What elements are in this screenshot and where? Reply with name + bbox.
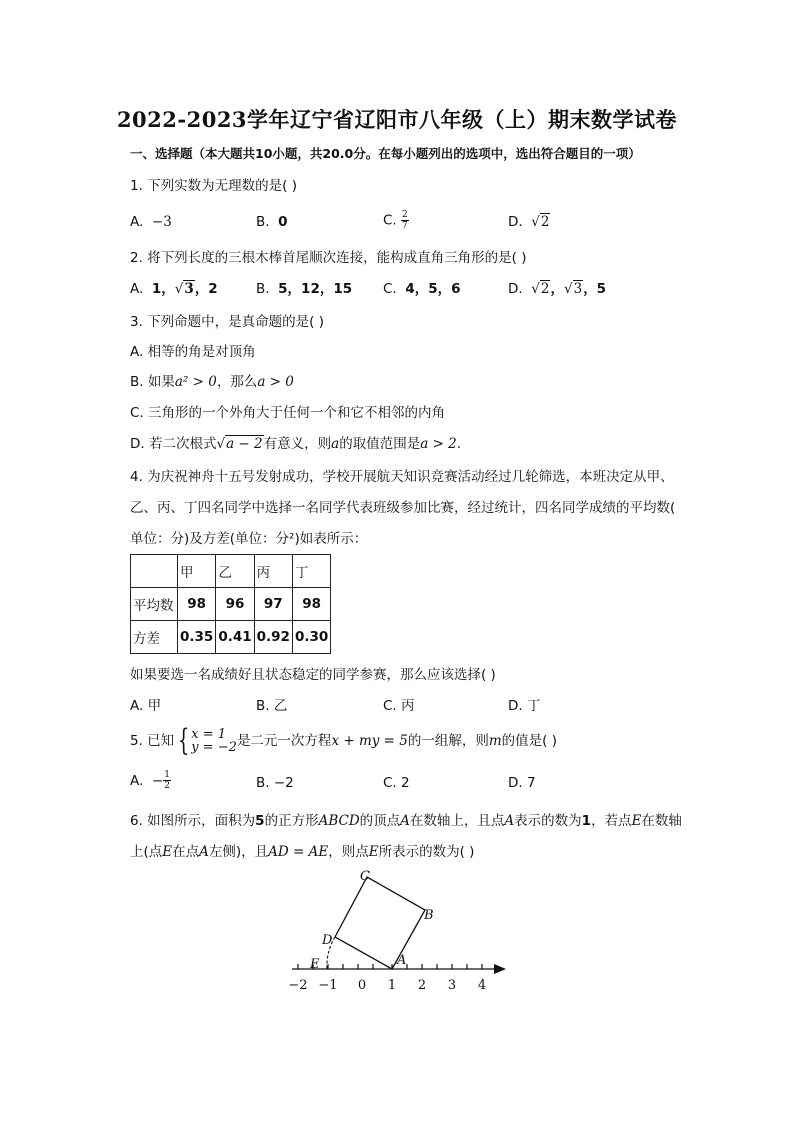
question-4-stem-line-3: 单位：分)及方差(单位：分²)如表所示：	[130, 531, 368, 547]
tick-label: 4	[477, 978, 487, 993]
q2-option-d[interactable]: D. √2，√3，5	[508, 281, 607, 297]
vertex-label-c: C	[360, 869, 370, 884]
tick-label: −1	[318, 978, 338, 993]
fraction: $\frac{1}{2}$	[164, 770, 170, 791]
arrow-icon	[494, 964, 506, 974]
equation-system: { x = 1 y = −2	[177, 723, 237, 758]
q5-option-d[interactable]: D. 7	[508, 775, 536, 791]
vertex-label-d: D	[322, 933, 333, 948]
question-5-stem: 5. 已知 { x = 1 y = −2 是二元一次方程 x + my = 5 的一组解，则 m 的值是( )	[130, 723, 557, 758]
question-3-stem: 3. 下列命题中，是真命题的是( )	[130, 314, 324, 330]
table-cell: 0.92	[254, 621, 292, 654]
sqrt: √2	[531, 214, 550, 230]
q3-option-b[interactable]: B. 如果a² > 0，那么a > 0	[130, 374, 294, 390]
table-cell: 0.30	[292, 621, 330, 654]
row-label: 方差	[131, 621, 178, 654]
q4-option-b[interactable]: B. 乙	[256, 698, 288, 714]
q3-option-c[interactable]: C. 三角形的一个外角大于任何一个和它不相邻的内角	[130, 405, 446, 421]
question-6-stem-line-1: 6. 如图所示，面积为5的正方形ABCD的顶点A在数轴上，且点A表示的数为1，若点E在数轴	[130, 813, 682, 829]
table-row	[131, 621, 331, 654]
tick-label: 1	[387, 978, 397, 993]
question-1-stem: 1. 下列实数为无理数的是( )	[130, 178, 297, 194]
table-header-cell	[131, 555, 178, 588]
question-4-followup: 如果要选一名成绩好且状态稳定的同学参赛，那么应该选择( )	[130, 667, 496, 683]
vertex-label-b: B	[424, 908, 434, 923]
section-heading: 一、选择题（本大题共10小题，共20.0分。在每小题列出的选项中，选出符合题目的一项）	[130, 146, 641, 161]
q2-option-a[interactable]: A. 1，√3，2	[130, 281, 218, 297]
q2-option-b[interactable]: B. 5，12，15	[256, 281, 353, 297]
square-abcd	[335, 877, 425, 969]
question-6-stem-line-2: 上(点E在点A左侧)，且AD = AE，则点E所表示的数为( )	[130, 844, 475, 860]
table-cell: 98	[292, 588, 330, 621]
q4-option-a[interactable]: A. 甲	[130, 698, 162, 714]
q3-option-a[interactable]: A. 相等的角是对顶角	[130, 344, 256, 360]
q2-option-c[interactable]: C. 4，5，6	[383, 281, 461, 297]
table-header-cell: 丁	[292, 555, 330, 588]
q5-option-c[interactable]: C. 2	[383, 775, 410, 791]
table-cell: 96	[216, 588, 254, 621]
question-2-stem: 2. 将下列长度的三根木棒首尾顺次连接，能构成直角三角形的是( )	[130, 250, 527, 266]
q1-option-a[interactable]: A. −3	[130, 214, 172, 230]
q4-option-d[interactable]: D. 丁	[508, 698, 541, 714]
fraction: $\frac{2}{7}$	[402, 210, 408, 231]
tick-label: −2	[288, 978, 308, 993]
table-header-cell: 甲	[178, 555, 216, 588]
question-4-stem-line-1: 4. 为庆祝神舟十五号发射成功，学校开展航天知识竞赛活动经过几轮筛选，本班决定从甲、	[130, 469, 674, 485]
table-header-row	[131, 555, 331, 588]
table-header-cell: 乙	[216, 555, 254, 588]
q1-option-b[interactable]: B. 0	[256, 214, 288, 230]
table-cell: 97	[254, 588, 292, 621]
page-title: 2022-2023学年辽宁省辽阳市八年级（上）期末数学试卷	[116, 107, 678, 132]
table-cell: 98	[178, 588, 216, 621]
q1-option-d[interactable]: D. √2	[508, 214, 550, 230]
table-cell: 0.35	[178, 621, 216, 654]
vertex-label-a: A	[397, 953, 407, 968]
q1-option-c[interactable]: C. $\frac{2}{7}$	[383, 210, 408, 231]
point-label-e: E	[310, 957, 320, 972]
brace-icon: {	[177, 723, 190, 758]
q5-option-a[interactable]: A. − $\frac{1}{2}$	[130, 770, 170, 791]
table-cell: 0.41	[216, 621, 254, 654]
q4-option-c[interactable]: C. 丙	[383, 698, 415, 714]
question-4-stem-line-2: 乙、丙、丁四名同学中选择一名同学代表班级参加比赛，经过统计，四名同学成绩的平均数(	[130, 500, 676, 516]
row-label: 平均数	[131, 588, 178, 621]
tick-label: 2	[417, 978, 427, 993]
table-row	[131, 588, 331, 621]
tick-label: 3	[447, 978, 457, 993]
q3-option-d[interactable]: D. 若二次根式√a − 2有意义，则a的取值范围是a > 2.	[130, 436, 462, 452]
table-header-cell: 丙	[254, 555, 292, 588]
score-table	[130, 554, 331, 654]
tick-label: 0	[357, 978, 367, 993]
square-number-line-figure	[280, 862, 520, 997]
q5-option-b[interactable]: B. −2	[256, 775, 294, 791]
